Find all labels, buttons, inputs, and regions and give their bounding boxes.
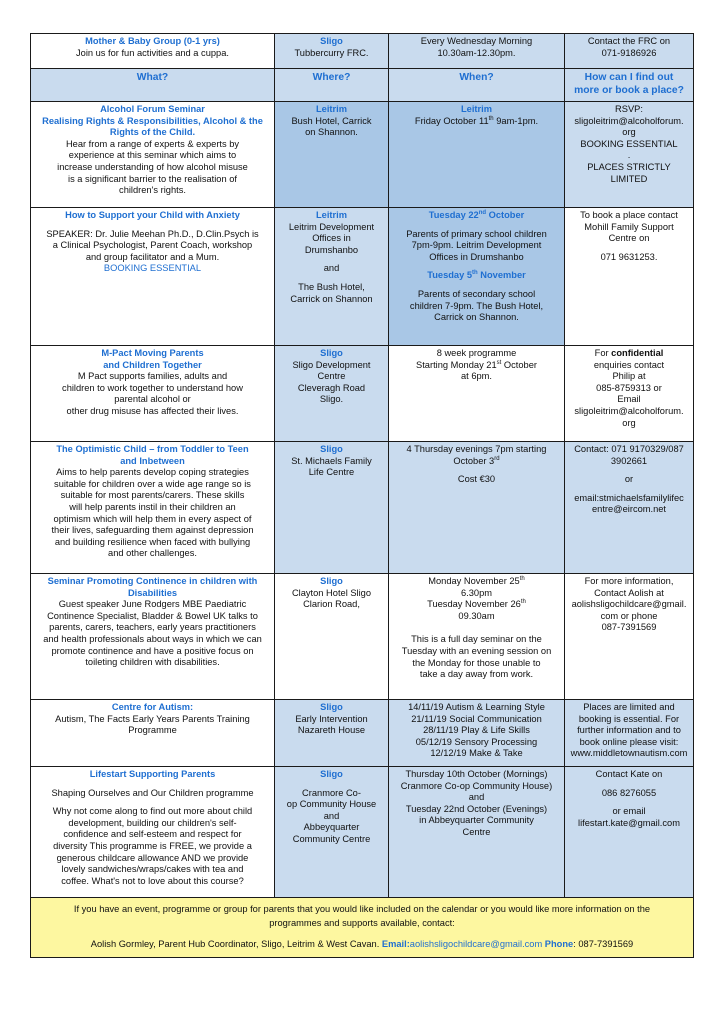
event-title: Seminar Promoting Continence in children with xyxy=(47,576,258,586)
footer-text: programmes and supports available, contact: xyxy=(269,918,455,928)
event-description: children to work together to understand how xyxy=(62,382,243,393)
ordinal-suffix: th xyxy=(488,115,494,122)
schedule-detail: Offices in Drumshanbo xyxy=(429,251,524,262)
when-cell xyxy=(389,767,565,898)
event-description: optimism which will help them in every aspect of xyxy=(53,513,252,524)
how-cell xyxy=(565,102,694,208)
what-cell xyxy=(31,767,275,898)
schedule-conjunction: and xyxy=(468,792,485,803)
event-description: their lives, safeguarding them against depression xyxy=(51,525,254,536)
when-cell xyxy=(389,102,565,208)
event-description: toileting children with disabilities. xyxy=(85,657,220,668)
ordinal-suffix: th xyxy=(520,599,526,606)
event-subtitle-2: Rights of the Child. xyxy=(109,127,196,138)
event-description: and building resilience when faced with bullying xyxy=(54,536,251,547)
schedule-date-text: Tuesday 5 xyxy=(427,270,473,281)
schedule: 12/12/19 Make & Take xyxy=(430,748,523,759)
phone-label: Phone xyxy=(542,939,574,949)
ordinal-suffix: rd xyxy=(494,455,500,462)
venue: Cleveragh Road xyxy=(297,382,366,393)
venue: Sligo Development xyxy=(292,359,371,370)
event-description: and group facilitator and a Mum. xyxy=(85,251,220,262)
schedule-date-text: Tuesday 22 xyxy=(428,210,479,220)
schedule: Cranmore Co-op Community House) xyxy=(400,780,553,791)
event-description: and health professionals about ways in which we can xyxy=(43,633,262,644)
where-cell xyxy=(275,102,389,208)
schedule-date xyxy=(392,270,561,282)
where-cell xyxy=(275,208,389,346)
schedule-date xyxy=(392,360,561,372)
event-description: Why not come along to find out more about child xyxy=(52,806,253,817)
venue: Cranmore Co- xyxy=(302,787,361,798)
contact-phone: Contact: 071 9170329/087 xyxy=(574,444,684,454)
event-description: suitable for most parents/carers. These skills xyxy=(60,490,245,501)
footer-phone: : 087-7391569 xyxy=(573,939,634,949)
schedule-date-text: October xyxy=(501,359,537,370)
county-label: Sligo xyxy=(320,769,343,779)
schedule: Centre xyxy=(462,826,491,837)
ordinal-suffix: st xyxy=(496,359,502,366)
county-label: Sligo xyxy=(320,444,343,454)
schedule-detail: the Monday for those unable to xyxy=(412,657,541,668)
county-label: Leitrim xyxy=(316,210,347,220)
event-row-lifestart xyxy=(31,767,694,898)
event-description: Programme xyxy=(128,725,177,736)
where-cell xyxy=(275,34,389,69)
contact-phone: 071-9186926 xyxy=(601,47,657,58)
contact-email: lifestart.kate@gmail.com xyxy=(578,817,680,828)
schedule-detail: take a day away from work. xyxy=(419,669,534,680)
event-description: M Pact supports families, adults and xyxy=(77,371,228,382)
where-cell xyxy=(275,574,389,700)
cost: Cost €30 xyxy=(457,474,496,485)
event-row-alcohol-forum xyxy=(31,102,694,208)
county-label: Leitrim xyxy=(461,104,492,114)
event-description: parental alcohol or xyxy=(114,394,191,405)
county-label: Leitrim xyxy=(316,104,347,114)
event-title: Lifestart Supporting Parents xyxy=(89,769,216,779)
event-row-mpact xyxy=(31,346,694,442)
schedule-date: Friday October 11 xyxy=(414,115,489,126)
contact-phone: 087-7391569 xyxy=(601,622,657,633)
venue: Bush Hotel, Carrick xyxy=(291,115,372,126)
event-description: Hear from a range of experts & experts by xyxy=(65,138,240,149)
schedule-date-text: October 3 xyxy=(453,455,495,466)
schedule: Every Wednesday Morning xyxy=(420,36,533,46)
event-description: Autism, The Facts Early Years Parents Training xyxy=(55,713,250,724)
contact-phone: 071 9631253. xyxy=(600,251,658,262)
schedule-time: 10.30am-12.30pm. xyxy=(437,47,516,58)
contact-text: or email xyxy=(612,806,646,817)
event-description: SPEAKER: Dr. Julie Meehan Ph.D., D.Clin.Psych is xyxy=(46,228,259,239)
contact-email: entre@eircom.net xyxy=(591,504,667,515)
contact-text: or xyxy=(624,474,634,485)
what-cell xyxy=(31,346,275,442)
event-title: How to Support your Child with Anxiety xyxy=(65,210,240,220)
contact-text: Email xyxy=(617,394,641,405)
event-description: experience at this seminar which aims to xyxy=(68,150,237,161)
county-label: Sligo xyxy=(320,36,343,46)
contact-text: book online please visit: xyxy=(579,736,679,747)
schedule-date xyxy=(392,456,561,468)
when-cell xyxy=(389,208,565,346)
schedule-detail: Parents of primary school children xyxy=(406,228,547,239)
where-cell xyxy=(275,767,389,898)
when-cell xyxy=(389,346,565,442)
contact-website: www.middletownautism.com xyxy=(570,748,688,759)
footer-email[interactable]: aolishsligochildcare@gmail.com xyxy=(409,939,543,949)
booking-note: BOOKING ESSENTIAL xyxy=(580,138,678,149)
footer-cell xyxy=(31,898,694,958)
email-label: Email: xyxy=(381,939,410,949)
event-title: and Inbetween xyxy=(120,455,185,466)
header-where xyxy=(275,69,389,102)
contact-text xyxy=(568,348,690,360)
event-title: Disabilities xyxy=(127,587,178,598)
venue: Sligo. xyxy=(319,394,344,405)
venue: Early Intervention xyxy=(295,713,368,724)
what-cell xyxy=(31,442,275,574)
event-description: and other challenges. xyxy=(108,548,197,559)
how-cell xyxy=(565,574,694,700)
event-description: Continence Specialist, Bladder & Bowel UK talks to xyxy=(47,610,258,621)
contact-text: Contact Kate on xyxy=(595,769,663,779)
events-table xyxy=(30,33,694,958)
venue-conjunction: and xyxy=(323,810,340,821)
venue: op Community House xyxy=(286,799,377,810)
schedule: 8 week programme xyxy=(436,348,517,358)
venue: Drumshanbo xyxy=(304,244,359,255)
schedule-date-text: October xyxy=(486,210,525,220)
how-cell xyxy=(565,442,694,574)
event-description: suitable for children over a wide age range so is xyxy=(54,478,251,489)
ordinal-suffix: th xyxy=(472,270,478,277)
event-row-mother-baby xyxy=(31,34,694,69)
venue: Community Centre xyxy=(292,833,371,844)
where-cell xyxy=(275,700,389,767)
venue: Offices in xyxy=(312,233,351,244)
contact-phone: 086 8276055 xyxy=(601,787,657,798)
venue: Clarion Road, xyxy=(303,599,360,610)
booking-note: PLACES STRICTLY xyxy=(587,161,671,172)
contact-text: Centre on xyxy=(608,233,650,244)
schedule xyxy=(392,116,561,128)
contact-email: com or phone xyxy=(600,610,658,621)
event-title: Centre for Autism: xyxy=(111,702,194,712)
footer-contact-line xyxy=(37,937,687,951)
event-subtitle: Shaping Ourselves and Our Children programme xyxy=(51,787,254,798)
county-label: Sligo xyxy=(320,702,343,712)
schedule-date xyxy=(392,599,561,611)
contact-email: sligoleitrim@alcoholforum. xyxy=(574,115,684,126)
contact-text: To book a place contact xyxy=(580,210,678,220)
schedule: 14/11/19 Autism & Learning Style xyxy=(408,702,545,712)
header-where-label: Where? xyxy=(312,72,351,83)
contact-email: org xyxy=(622,417,636,428)
venue: Tubbercurry FRC. xyxy=(294,47,369,58)
contact-phone: 3902661 xyxy=(610,455,648,466)
where-cell xyxy=(275,442,389,574)
contact-footer xyxy=(31,898,694,958)
contact-text: . xyxy=(627,150,631,161)
ordinal-suffix: nd xyxy=(478,209,487,216)
schedule-date-text: Tuesday November 26 xyxy=(427,599,521,610)
event-subtitle: Realising Rights & Responsibilities, Alcohol & the xyxy=(42,115,263,126)
table-header-row xyxy=(31,69,694,102)
schedule: Thursday 10th October (Mornings) xyxy=(405,769,548,779)
venue: St. Michaels Family xyxy=(291,455,372,466)
event-description: lovely sandwiches/wraps/cakes with tea and xyxy=(61,864,244,875)
event-title: The Optimistic Child – from Toddler to Teen xyxy=(56,444,249,454)
header-when xyxy=(389,69,565,102)
contact-text: Mohill Family Support xyxy=(584,221,674,232)
what-cell xyxy=(31,208,275,346)
how-cell xyxy=(565,700,694,767)
event-title: M-Pact Moving Parents xyxy=(101,348,204,358)
contact-text: Contact the FRC on xyxy=(587,36,671,46)
ordinal-suffix: th xyxy=(519,575,525,582)
contact-text: Contact Aolish at xyxy=(594,587,664,598)
schedule-date-text: November xyxy=(477,270,526,281)
contact-text: further information and to xyxy=(577,725,681,736)
schedule-time: 6.30pm xyxy=(460,587,492,598)
event-description: diversity This programme is FREE, we provide a xyxy=(53,840,252,851)
county-label: Sligo xyxy=(320,576,343,586)
venue: The Bush Hotel, xyxy=(298,281,365,292)
contact-email: org xyxy=(622,127,636,138)
schedule-detail: This is a full day seminar on the xyxy=(411,634,542,645)
when-cell xyxy=(389,700,565,767)
schedule: in Abbeyquarter Community xyxy=(419,815,534,826)
venue: Centre xyxy=(317,371,346,382)
contact-text: RSVP: xyxy=(615,104,643,114)
event-title: Alcohol Forum Seminar xyxy=(100,104,205,114)
schedule-date xyxy=(392,576,561,588)
contact-text: Philip at xyxy=(612,371,646,382)
where-cell xyxy=(275,346,389,442)
booking-note: BOOKING ESSENTIAL xyxy=(103,263,202,274)
event-description: parents, carers, teachers, early years practitioners xyxy=(49,622,256,633)
schedule-time: 9am-1pm. xyxy=(493,115,539,126)
when-cell xyxy=(389,34,565,69)
schedule-time: 09.30am xyxy=(458,610,495,621)
when-cell xyxy=(389,574,565,700)
contact-emphasis: confidential xyxy=(611,348,664,358)
contact-phone: 085-8759313 or xyxy=(596,382,662,393)
event-description: increase understanding of how alcohol misuse xyxy=(57,161,248,172)
event-description: a Clinical Psychologist, Parent Coach, workshop xyxy=(52,240,253,251)
header-how xyxy=(565,69,694,102)
event-description: will help parents instil in their children an xyxy=(69,501,236,512)
event-description: development, building our children's self- xyxy=(68,817,237,828)
schedule: Tuesday 22nd October (Evenings) xyxy=(405,803,548,814)
event-title: Mother & Baby Group (0-1 yrs) xyxy=(85,36,220,46)
header-what-label: What? xyxy=(136,72,169,83)
venue: Leitrim Development xyxy=(288,221,375,232)
contact-text: enquiries contact xyxy=(593,359,665,370)
what-cell xyxy=(31,574,275,700)
schedule-detail: 7pm-9pm. Leitrim Development xyxy=(411,240,542,251)
county-label: Sligo xyxy=(320,348,343,358)
how-cell xyxy=(565,767,694,898)
event-description: confidence and self-esteem and respect for xyxy=(63,829,242,840)
coordinator-name: Aolish Gormley, Parent Hub Coordinator, Sligo, Leitrim & West Cavan. xyxy=(90,939,382,949)
what-cell xyxy=(31,34,275,69)
event-description: generous childcare allowance AND we provide xyxy=(56,852,249,863)
event-description: Guest speaker June Rodgers MBE Paediatric xyxy=(58,599,247,610)
schedule-detail: Parents of secondary school xyxy=(417,288,536,299)
event-description: promote continence and have a positive focus on xyxy=(51,645,254,656)
header-how-label: How can I find out xyxy=(584,72,674,83)
venue: Abbeyquarter xyxy=(303,822,360,833)
schedule-detail: Tuesday with an evening session on xyxy=(401,645,552,656)
contact-email: sligoleitrim@alcoholforum. xyxy=(574,405,684,416)
contact-text: For more information, xyxy=(584,576,674,586)
venue: Nazareth House xyxy=(297,725,366,736)
header-what xyxy=(31,69,275,102)
venue: Life Centre xyxy=(308,467,355,478)
event-row-optimistic-child xyxy=(31,442,694,574)
schedule-detail: children 7-9pm. The Bush Hotel, xyxy=(409,300,544,311)
contact-text-part: For xyxy=(594,348,612,358)
event-description: children's rights. xyxy=(119,185,186,196)
event-row-autism xyxy=(31,700,694,767)
schedule-date-text: Monday November 25 xyxy=(428,576,520,586)
event-row-continence-seminar xyxy=(31,574,694,700)
event-title: and Children Together xyxy=(103,359,202,370)
when-cell xyxy=(389,442,565,574)
header-when-label: When? xyxy=(459,72,494,83)
contact-email: email:stmichaelsfamilylifec xyxy=(574,492,684,503)
venue-conjunction: and xyxy=(323,263,340,274)
events-calendar-page xyxy=(30,33,693,958)
venue: on Shannon. xyxy=(305,127,358,138)
event-row-anxiety xyxy=(31,208,694,346)
header-how-label-2: more or book a place? xyxy=(574,84,684,96)
schedule: 4 Thursday evenings 7pm starting xyxy=(406,444,547,454)
how-cell xyxy=(565,208,694,346)
venue: Clayton Hotel Sligo xyxy=(291,587,372,598)
contact-text: booking is essential. For xyxy=(578,713,680,724)
what-cell xyxy=(31,102,275,208)
event-description: Aims to help parents develop coping strategies xyxy=(56,467,249,478)
schedule: 28/11/19 Play & Life Skills xyxy=(423,725,530,736)
schedule: 05/12/19 Sensory Processing xyxy=(415,736,538,747)
schedule: 21/11/19 Social Communication xyxy=(411,713,542,724)
footer-text: If you have an event, programme or group for parents that you would like included on the calendar or you would like more information on the xyxy=(73,904,651,914)
event-description: coffee. What's not to love about this course? xyxy=(61,875,244,886)
event-description: is a significant barrier to the realisation of xyxy=(68,173,237,184)
schedule-time: at 6pm. xyxy=(460,371,492,382)
booking-note: LIMITED xyxy=(610,173,648,184)
schedule-date xyxy=(392,210,561,222)
schedule-date-text: Starting Monday 21 xyxy=(416,359,497,370)
event-description: Join us for fun activities and a cuppa. xyxy=(76,47,229,58)
contact-text: Places are limited and xyxy=(583,702,675,712)
how-cell xyxy=(565,34,694,69)
event-description: other drug misuse has affected their lives. xyxy=(66,405,239,416)
venue: Carrick on Shannon xyxy=(290,293,373,304)
contact-email: aolishsligochildcare@gmail. xyxy=(571,599,687,610)
what-cell xyxy=(31,700,275,767)
how-cell xyxy=(565,346,694,442)
schedule-detail: Carrick on Shannon. xyxy=(434,312,519,323)
